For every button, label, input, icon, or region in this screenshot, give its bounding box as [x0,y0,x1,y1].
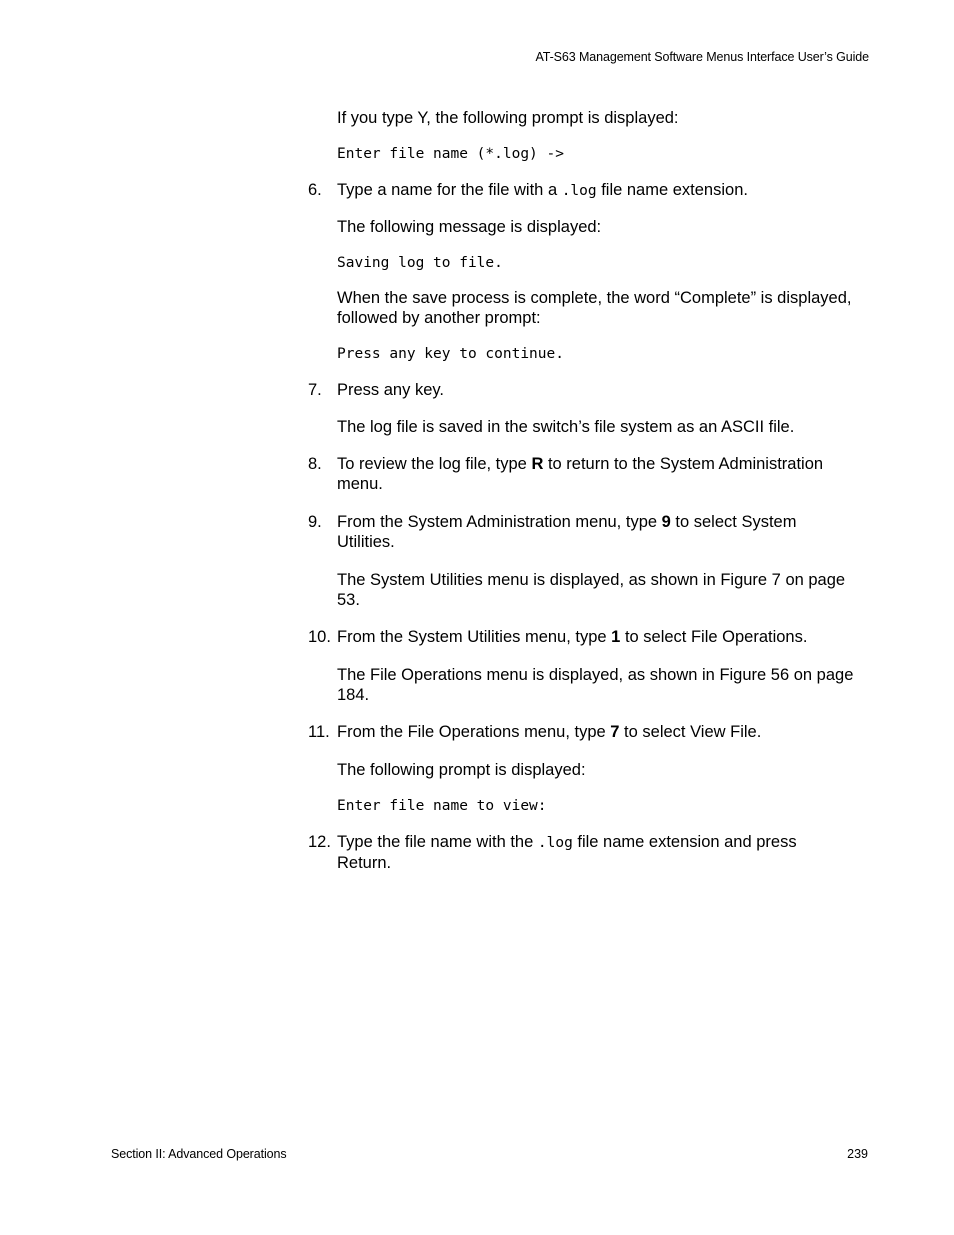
paragraph: The following prompt is displayed: [337,761,586,779]
paragraph: When the save process is complete, the word “Complete” is displayed, followed by another prompt: [337,289,852,327]
paragraph: The log file is saved in the switch’s file system as an ASCII file. [337,418,795,436]
step-number: 7. [308,381,322,399]
step-number: 9. [308,513,322,531]
step-number: 6. [308,181,322,199]
step-text: To review the log file, type R to return to the System Administration menu. [337,455,824,493]
code-line: Enter file name to view: [337,798,547,814]
step-number: 10. [308,628,331,646]
step-text: Type a name for the file with a .log file name extension. [337,181,748,199]
step-text: Type the file name with the .log file name extension and press Return. [337,833,797,872]
step-text: From the System Utilities menu, type 1 to select File Operations. [337,628,808,646]
code-line: Enter file name (*.log) -> [337,146,564,162]
paragraph: The System Utilities menu is displayed, as shown in Figure 7 on page 53. [337,571,846,609]
step-number: 11. [308,723,330,741]
running-header: AT-S63 Management Software Menus Interface User’s Guide [535,50,869,64]
code-line: Press any key to continue. [337,346,564,362]
code-line: Saving log to file. [337,255,503,271]
inline-code: .log [537,835,573,851]
paragraph: The following message is displayed: [337,218,602,236]
paragraph: If you type Y, the following prompt is displayed: [337,109,679,127]
step-text: Press any key. [337,381,444,399]
step-text: From the System Administration menu, type 9 to select System Utilities. [337,513,797,551]
footer-section: Section II: Advanced Operations [111,1147,287,1161]
inline-code: .log [561,183,597,199]
page-number: 239 [847,1147,868,1161]
paragraph: The File Operations menu is displayed, as shown in Figure 56 on page 184. [337,666,854,704]
step-number: 8. [308,455,322,473]
step-number: 12. [308,833,331,851]
step-text: From the File Operations menu, type 7 to select View File. [337,723,762,741]
